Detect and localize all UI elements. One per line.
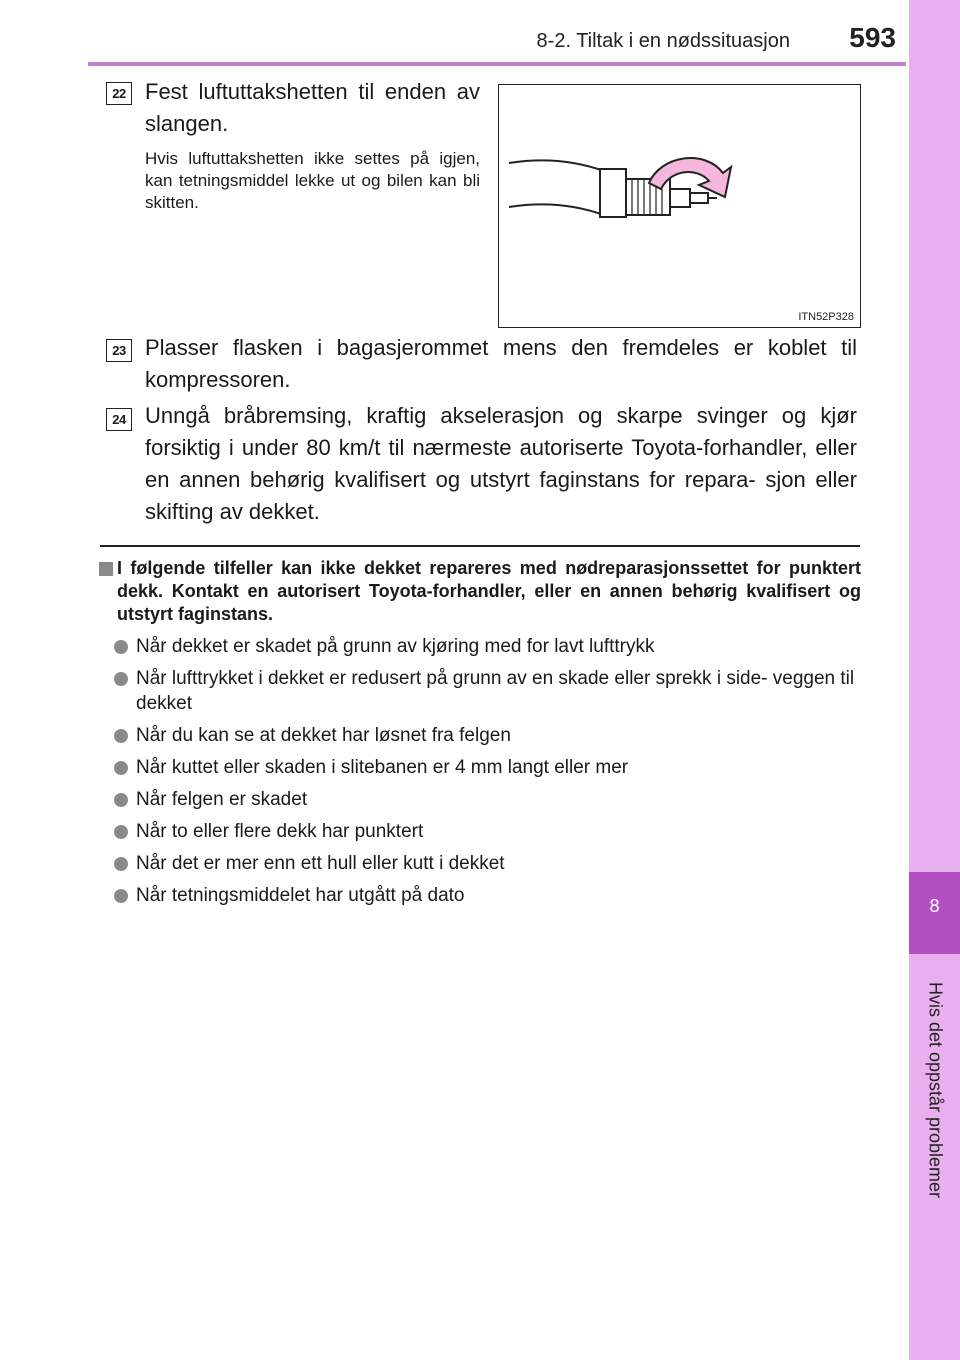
list-item — [112, 851, 862, 876]
list-item-text: Når lufttrykket i dekket er redusert på grunn av en skade eller sprekk i side- veggen til dekket — [136, 668, 855, 714]
notice-title: I følgende tilfeller kan ikke dekket repareres med nødreparasjonssettet for punktert dekk. Kontakt en autorisert Toyota-forhandler, eller en annen behørig kvalifisert og utstyrt faginstans. — [117, 558, 861, 624]
chapter-number: 8 — [929, 896, 940, 916]
page-number: 593 — [849, 22, 896, 53]
list-item — [112, 666, 862, 716]
step-number: 24 — [106, 408, 132, 431]
list-item-text: Når det er mer enn ett hull eller kutt i dekket — [136, 853, 505, 874]
list-item — [112, 723, 862, 748]
hose-valve-cap-icon — [499, 85, 859, 326]
list-item — [112, 787, 862, 812]
bullet-dot-icon — [114, 889, 128, 903]
section-title: 8-2. Tiltak i en nødssituasjon — [536, 30, 790, 52]
list-item — [112, 634, 862, 659]
list-item-text: Når tetningsmiddelet har utgått på dato — [136, 885, 465, 906]
bullet-dot-icon — [114, 825, 128, 839]
valve-cap-illustration — [498, 84, 861, 328]
step-text: Unngå bråbremsing, kraftig akselerasjon og skarpe svinger og kjør forsiktig i under 80 km/t til nærmeste autoriserte Toyota-forhandler, eller en annen behørig kvalifisert og utstyrt faginstans for repara- sjon eller skifting av dekket. — [145, 403, 857, 524]
square-bullet-icon — [99, 562, 113, 576]
section-divider — [100, 545, 860, 547]
step-text: Plasser flasken i bagasjerommet mens den fremdeles er koblet til kompressoren. — [145, 335, 857, 392]
list-item-text: Når du kan se at dekket har løsnet fra felgen — [136, 725, 511, 746]
step-note: Hvis luftuttakshetten ikke settes på igjen, kan tetningsmiddel lekke ut og bilen kan bli skitten. — [145, 149, 480, 212]
figure-code: ITN52P328 — [798, 311, 854, 323]
header-divider — [88, 62, 906, 66]
condition-list — [112, 634, 862, 915]
list-item — [112, 883, 862, 908]
step-text: Fest luftuttakshetten til enden av slangen. — [145, 79, 480, 136]
bullet-dot-icon — [114, 857, 128, 871]
bullet-dot-icon — [114, 793, 128, 807]
bullet-dot-icon — [114, 729, 128, 743]
list-item-text: Når to eller flere dekk har punktert — [136, 821, 424, 842]
list-item — [112, 819, 862, 844]
list-item — [112, 755, 862, 780]
list-item-text: Når kuttet eller skaden i slitebanen er 4 mm langt eller mer — [136, 757, 629, 778]
list-item-text: Når dekket er skadet på grunn av kjøring med for lavt lufttrykk — [136, 636, 655, 657]
bullet-dot-icon — [114, 640, 128, 654]
chapter-title: Hvis det oppstår problemer — [925, 981, 946, 1199]
bullet-dot-icon — [114, 761, 128, 775]
step-number: 23 — [106, 339, 132, 362]
bullet-dot-icon — [114, 672, 128, 686]
list-item-text: Når felgen er skadet — [136, 789, 308, 810]
step-number: 22 — [106, 82, 132, 105]
